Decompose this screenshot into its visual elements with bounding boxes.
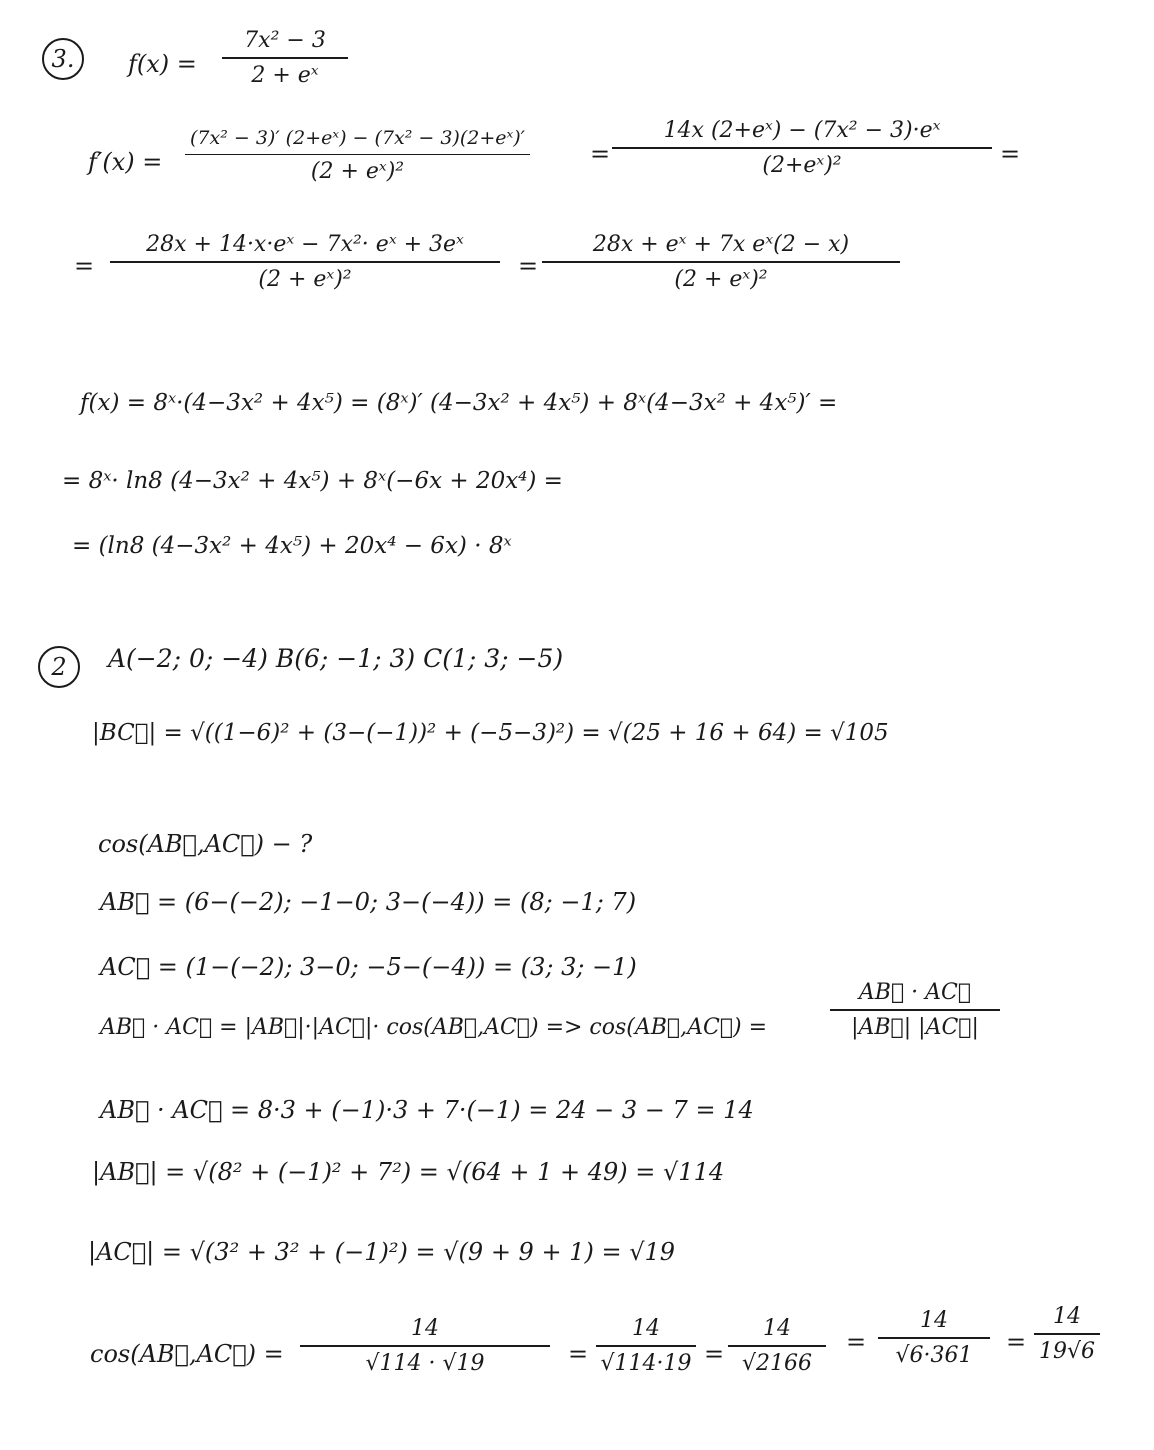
cos-question: cos(AB⃗,AC⃗) − ? <box>98 830 313 858</box>
cos-fraction-3 <box>728 1316 826 1376</box>
numerator: 14 <box>1053 1304 1081 1329</box>
derivative-fraction-4 <box>542 232 900 292</box>
denominator: (2+eˣ)² <box>762 152 842 178</box>
equals-sign: = <box>704 1340 725 1368</box>
exp-line-2: = 8ˣ· ln8 (4−3x² + 4x⁵) + 8ˣ(−6x + 20x⁴) = <box>62 468 563 494</box>
denominator: (2 + eˣ)² <box>258 266 352 292</box>
bc-length-line: |BC⃗| = √((1−6)² + (3−(−1))² + (−5−3)²) = √(25 + 16 + 64) = √105 <box>92 720 889 746</box>
cos-formula-fraction <box>830 980 1000 1040</box>
fraction-bar <box>612 147 992 149</box>
denominator: √6·361 <box>895 1342 973 1368</box>
cos-fraction-4 <box>878 1308 990 1368</box>
equals-sign: = <box>568 1340 589 1368</box>
denominator: √2166 <box>741 1350 812 1376</box>
fraction-bar <box>185 154 530 156</box>
fraction-bar <box>542 261 900 263</box>
fraction-bar <box>830 1009 1000 1011</box>
dot-product-calc: AB⃗ · AC⃗ = 8·3 + (−1)·3 + 7·(−1) = 24 − 3 − 7 = 14 <box>100 1096 754 1124</box>
equals-sign: = <box>590 140 611 168</box>
denominator: |AB⃗| |AC⃗| <box>851 1014 979 1040</box>
numerator: 28x + eˣ + 7x eˣ(2 − x) <box>592 232 850 257</box>
numerator: 14 <box>411 1316 439 1341</box>
fraction-bar <box>728 1345 826 1347</box>
ac-length-line: |AC⃗| = √(3² + 3² + (−1)²) = √(9 + 9 + 1) = √19 <box>88 1238 676 1266</box>
equals-sign: = <box>518 252 539 280</box>
cos-fraction-1 <box>300 1316 550 1376</box>
ac-vector-line: AC⃗ = (1−(−2); 3−0; −5−(−4)) = (3; 3; −1) <box>100 953 637 981</box>
problem-number-2: 2 <box>38 646 80 688</box>
fraction-bar <box>300 1345 550 1347</box>
f-label: f(x) = <box>128 50 197 78</box>
problem-number-3: 3. <box>42 38 84 80</box>
ab-vector-line: AB⃗ = (6−(−2); −1−0; 3−(−4)) = (8; −1; 7) <box>100 888 637 916</box>
points-line: A(−2; 0; −4) B(6; −1; 3) C(1; 3; −5) <box>108 644 564 673</box>
numerator: 14x (2+eˣ) − (7x² − 3)·eˣ <box>663 118 941 143</box>
dot-definition-line: AB⃗ · AC⃗ = |AB⃗|·|AC⃗|· cos(AB⃗,AC⃗) => cos(AB⃗,AC⃗) = <box>100 1015 768 1040</box>
derivative-fraction-2 <box>612 118 992 178</box>
f-numerator: 7x² − 3 <box>244 28 326 53</box>
equals-sign: = <box>1006 1328 1027 1356</box>
equals-sign: = <box>846 1328 867 1356</box>
cos-fraction-5 <box>1034 1304 1100 1364</box>
numerator: 14 <box>920 1308 948 1333</box>
fraction-bar <box>222 57 348 59</box>
denominator: 19√6 <box>1038 1338 1095 1364</box>
numerator: AB⃗ · AC⃗ <box>858 980 972 1005</box>
denominator: (2 + eˣ)² <box>310 159 405 185</box>
cos-result-label: cos(AB⃗,AC⃗) = <box>90 1340 284 1368</box>
equals-sign: = <box>1000 140 1021 168</box>
exp-line-3: = (ln8 (4−3x² + 4x⁵) + 20x⁴ − 6x) · 8ˣ <box>72 533 512 559</box>
numerator: 14 <box>763 1316 791 1341</box>
cos-fraction-2 <box>596 1316 696 1376</box>
fraction-bar <box>1034 1333 1100 1335</box>
f-denominator: 2 + eˣ <box>251 62 319 88</box>
exp-line-1: f(x) = 8ˣ·(4−3x² + 4x⁵) = (8ˣ)′ (4−3x² + 4x⁵) + 8ˣ(4−3x² + 4x⁵)′ = <box>80 390 838 416</box>
derivative-label: f′(x) = <box>88 148 163 176</box>
derivative-fraction-1 <box>185 128 530 185</box>
derivative-fraction-3 <box>110 232 500 292</box>
numerator: 14 <box>632 1316 660 1341</box>
denominator: √114·19 <box>600 1350 692 1376</box>
denominator: √114 · √19 <box>365 1350 485 1376</box>
f-fraction <box>222 28 348 88</box>
fraction-bar <box>878 1337 990 1339</box>
denominator: (2 + eˣ)² <box>674 266 768 292</box>
equals-sign: = <box>74 252 95 280</box>
ab-length-line: |AB⃗| = √(8² + (−1)² + 7²) = √(64 + 1 + 49) = √114 <box>92 1158 725 1186</box>
numerator: 28x + 14·x·eˣ − 7x²· eˣ + 3eˣ <box>146 232 464 257</box>
fraction-bar <box>596 1345 696 1347</box>
numerator: (7x² − 3)′ (2+eˣ) − (7x² − 3)(2+eˣ)′ <box>190 127 525 149</box>
fraction-bar <box>110 261 500 263</box>
